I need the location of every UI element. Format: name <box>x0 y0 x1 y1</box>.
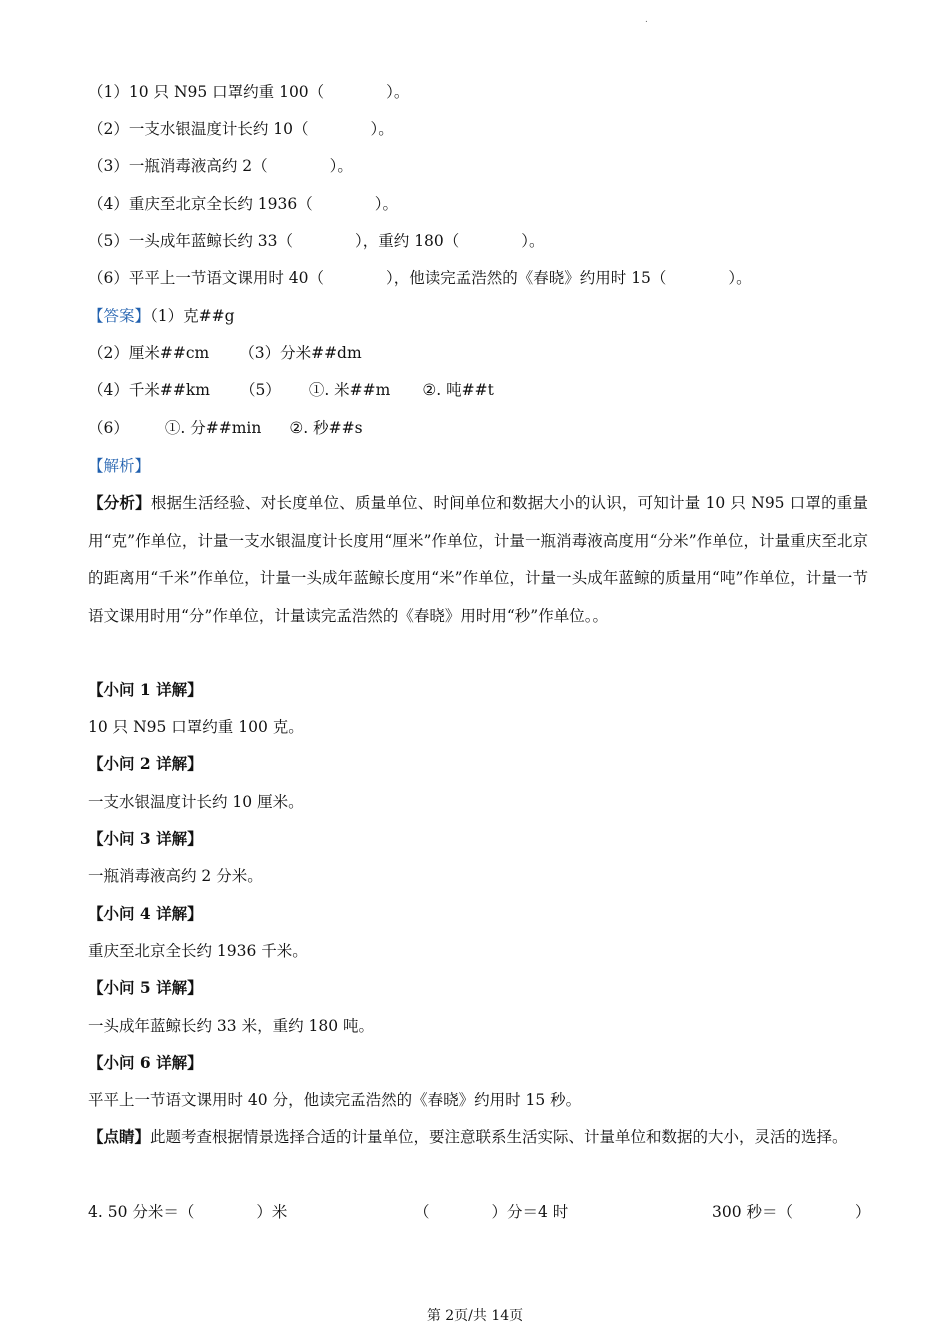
question-6 <box>88 268 752 288</box>
question-4-part-2: （ ）分＝4 时 <box>414 1203 569 1221</box>
answer-line-1 <box>88 306 235 326</box>
answer-5-label: （5） <box>239 381 281 399</box>
answer-4: （4）千米##km <box>88 381 210 399</box>
answer-line-4 <box>88 418 363 438</box>
fenxi-tag: 【分析】 <box>88 493 151 512</box>
header-dot: . <box>645 14 648 25</box>
dianjing-text: 此题考查根据情景选择合适的计量单位，要注意联系生活实际、计量单位和数据的大小，灵活的选择。 <box>150 1128 848 1146</box>
dianjing-tag: 【点睛】 <box>88 1127 151 1146</box>
answer-5-2: ②. 吨##t <box>422 381 494 399</box>
detail-2-title: 【小问 2 详解】 <box>88 754 203 773</box>
question-5 <box>88 231 545 251</box>
detail-2-text: 一支水银温度计长约 10 厘米。 <box>88 793 304 811</box>
detail-1-title: 【小问 1 详解】 <box>88 680 203 699</box>
analysis-paragraph <box>88 484 868 635</box>
fenxi-text: 根据生活经验、对长度单位、质量单位、时间单位和数据大小的认识，可知计量 10 只 N95 口罩的重量用“克”作单位，计量一支水银温度计长度用“厘米”作单位，计量一瓶消毒液高度用“分米”作单位，计量重庆至北京的距离用“千米”作单位，计量一头成年蓝鲸长度用“米”作单位，计量一头成年蓝鲸的质量用“吨”作单位，计量一节语文课用时用“分”作单位，计量读完孟浩然的《春晓》用时用“秒”作单位。。 <box>88 494 868 625</box>
detail-4-text: 重庆至北京全长约 1936 千米。 <box>88 942 308 960</box>
question-5-part-b: 重约 180（ ）。 <box>378 232 545 250</box>
detail-3-title: 【小问 3 详解】 <box>88 829 203 848</box>
question-4-part-1: 4. 50 分米＝（ ）米 <box>88 1203 288 1221</box>
detail-3-text: 一瓶消毒液高约 2 分米。 <box>88 867 263 885</box>
answer-6-2: ②. 秒##s <box>289 419 363 437</box>
question-4: （4）重庆至北京全长约 1936（ ）。 <box>88 195 398 213</box>
answer-3: （3）分米##dm <box>239 344 362 362</box>
detail-6-title: 【小问 6 详解】 <box>88 1053 203 1072</box>
answer-line-2 <box>88 343 362 363</box>
question-3: （3）一瓶消毒液高约 2（ ）。 <box>88 157 353 175</box>
detail-6-text: 平平上一节语文课用时 40 分，他读完孟浩然的《春晓》约用时 15 秒。 <box>88 1091 582 1109</box>
question-6-part-a: （6）平平上一节语文课用时 40（ ）， <box>88 269 410 287</box>
answer-tag: 【答案】 <box>88 307 151 325</box>
answer-6-1: ①. 分##min <box>164 419 262 437</box>
answer-5-1: ①. 米##m <box>308 381 391 399</box>
detail-1-text: 10 只 N95 口罩约重 100 克。 <box>88 718 304 736</box>
question-5-part-a: （5）一头成年蓝鲸长约 33（ ）， <box>88 232 379 250</box>
detail-5-title: 【小问 5 详解】 <box>88 978 203 997</box>
question-6-part-b: 他读完孟浩然的《春晓》约用时 15（ ）。 <box>409 269 752 287</box>
answer-2: （2）厘米##cm <box>88 344 210 362</box>
detail-4-title: 【小问 4 详解】 <box>88 904 203 923</box>
page-footer: 第 2页/共 14页 <box>426 1308 524 1324</box>
answer-line-3 <box>88 380 494 400</box>
question-2: （2）一支水银温度计长约 10（ ）。 <box>88 120 394 138</box>
dianjing-paragraph <box>88 1118 868 1157</box>
analysis-tag: 【解析】 <box>88 457 151 475</box>
detail-5-text: 一头成年蓝鲸长约 33 米，重约 180 吨。 <box>88 1017 375 1035</box>
answer-6-label: （6） <box>88 419 129 437</box>
question-4-part-3: 300 秒＝（ ） <box>712 1203 871 1221</box>
answer-1: （1）克##g <box>150 307 235 325</box>
question-1: （1）10 只 N95 口罩约重 100（ ）。 <box>88 83 410 101</box>
